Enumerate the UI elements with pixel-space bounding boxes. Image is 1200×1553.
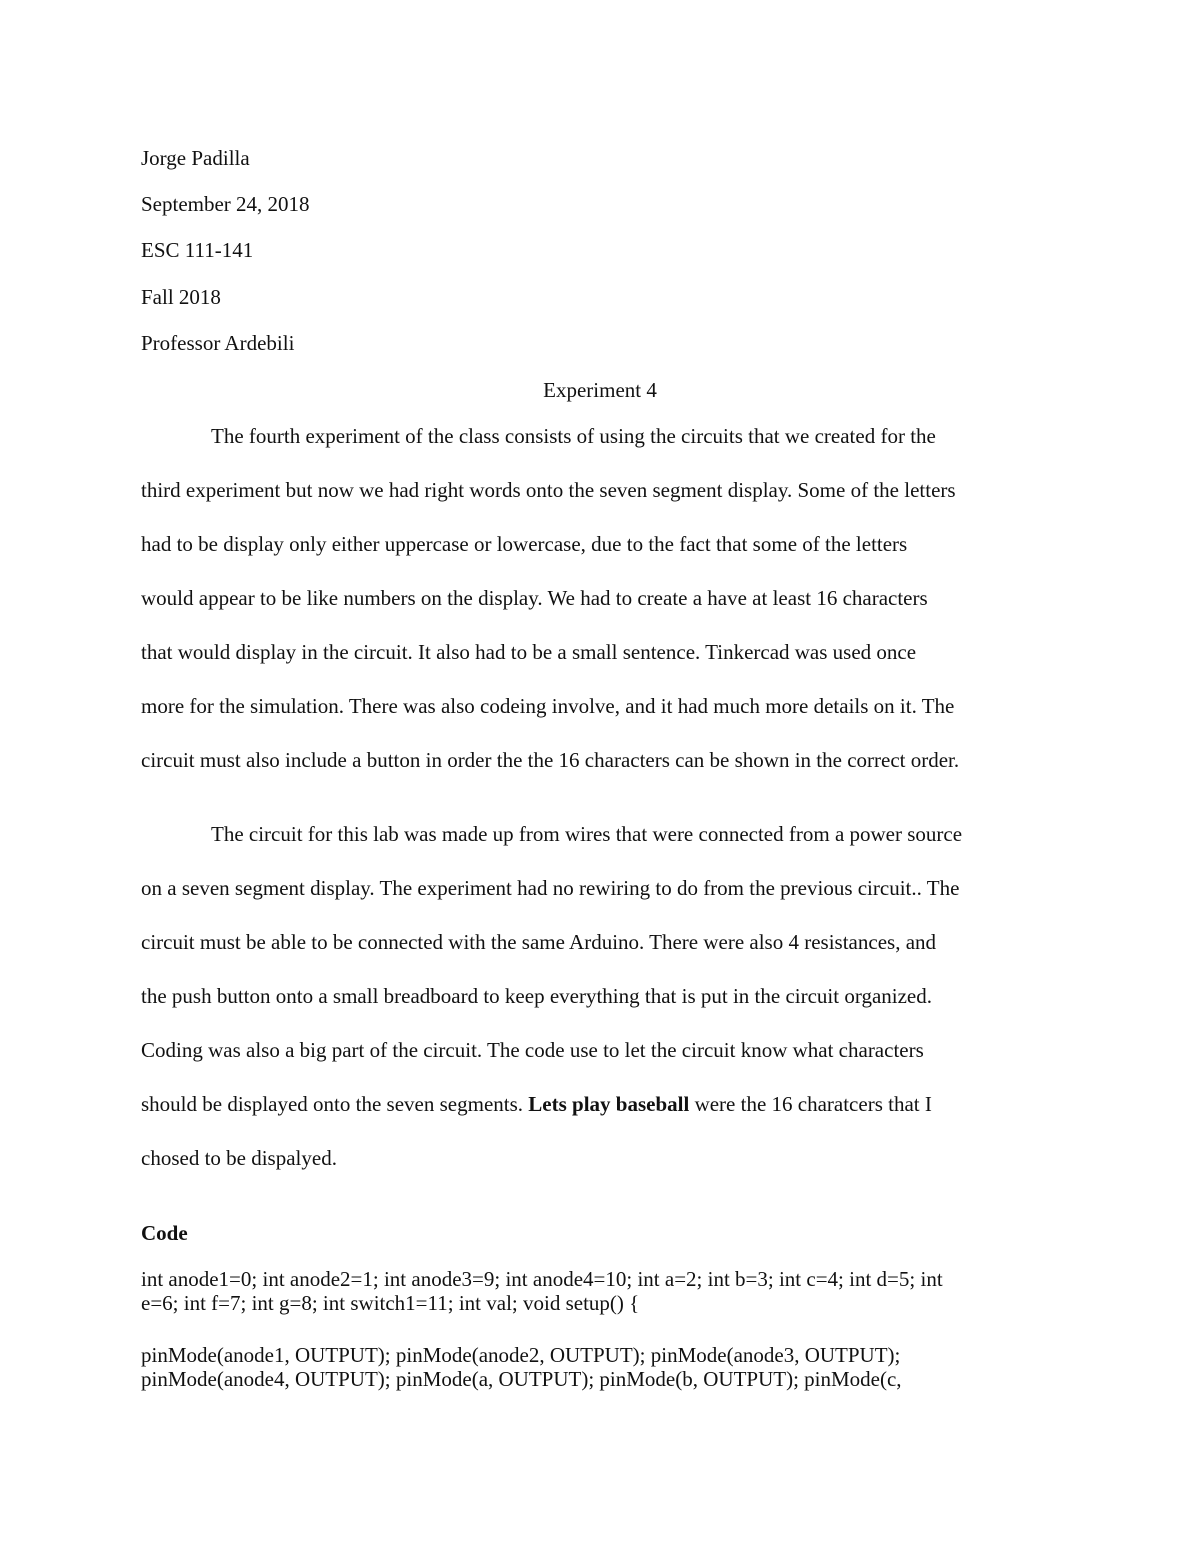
code-line: pinMode(anode1, OUTPUT); pinMode(anode2, OUTPUT); pinMode(anode3, OUTPUT); <box>141 1343 901 1367</box>
code-heading: Code <box>141 1221 188 1245</box>
emphasis-after: were the 16 charatcers that I <box>689 1092 932 1116</box>
code-line: pinMode(anode4, OUTPUT); pinMode(a, OUTPUT); pinMode(b, OUTPUT); pinMode(c, <box>141 1367 902 1391</box>
code-line: e=6; int f=7; int g=8; int switch1=11; int val; void setup() { <box>141 1291 640 1315</box>
paragraph-2-line: The circuit for this lab was made up from wires that were connected from a power source <box>211 822 963 846</box>
paragraph-2-line: Coding was also a big part of the circuit. The code use to let the circuit know what characters <box>141 1038 924 1062</box>
paragraph-1-line: more for the simulation. There was also codeing involve, and it had much more details on it. The <box>141 694 955 718</box>
code-block-2 <box>141 1343 1061 1391</box>
paragraph-1 <box>141 409 1061 787</box>
paragraph-2-line: circuit must be able to be connected with the same Arduino. There were also 4 resistances, and <box>141 930 937 954</box>
term-line: Fall 2018 <box>141 285 221 309</box>
paragraph-2 <box>141 807 1061 1185</box>
code-block-1 <box>141 1267 1061 1315</box>
paragraph-2-line: the push button onto a small breadboard to keep everything that is put in the circuit organized. <box>141 984 932 1008</box>
code-line: int anode1=0; int anode2=1; int anode3=9; int anode4=10; int a=2; int b=3; int c=4; int d=5; int <box>141 1267 943 1291</box>
paragraph-2-line: on a seven segment display. The experiment had no rewiring to do from the previous circuit.. The <box>141 876 960 900</box>
paragraph-1-line: third experiment but now we had right words onto the seven segment display. Some of the letters <box>141 478 956 502</box>
paragraph-2-emphasis-line <box>141 1077 1061 1131</box>
course-line: ESC 111-141 <box>141 238 254 262</box>
date-line: September 24, 2018 <box>141 192 310 216</box>
paragraph-1-line: The fourth experiment of the class consists of using the circuits that we created for the <box>211 424 936 448</box>
paragraph-1-line: would appear to be like numbers on the display. We had to create a have at least 16 characters <box>141 586 928 610</box>
document-title: Experiment 4 <box>543 378 657 402</box>
paragraph-1-line: had to be display only either uppercase or lowercase, due to the fact that some of the letters <box>141 532 908 556</box>
paragraph-2-line: chosed to be dispalyed. <box>141 1146 337 1170</box>
professor-line: Professor Ardebili <box>141 331 295 355</box>
author-name: Jorge Padilla <box>141 146 250 170</box>
paragraph-1-line: that would display in the circuit. It also had to be a small sentence. Tinkercad was used once <box>141 640 917 664</box>
emphasis-before: should be displayed onto the seven segments. <box>141 1092 529 1116</box>
paragraph-1-line: circuit must also include a button in order the the 16 characters can be shown in the correct order. <box>141 748 960 772</box>
emphasis-bold-phrase: Lets play baseball <box>528 1092 690 1116</box>
